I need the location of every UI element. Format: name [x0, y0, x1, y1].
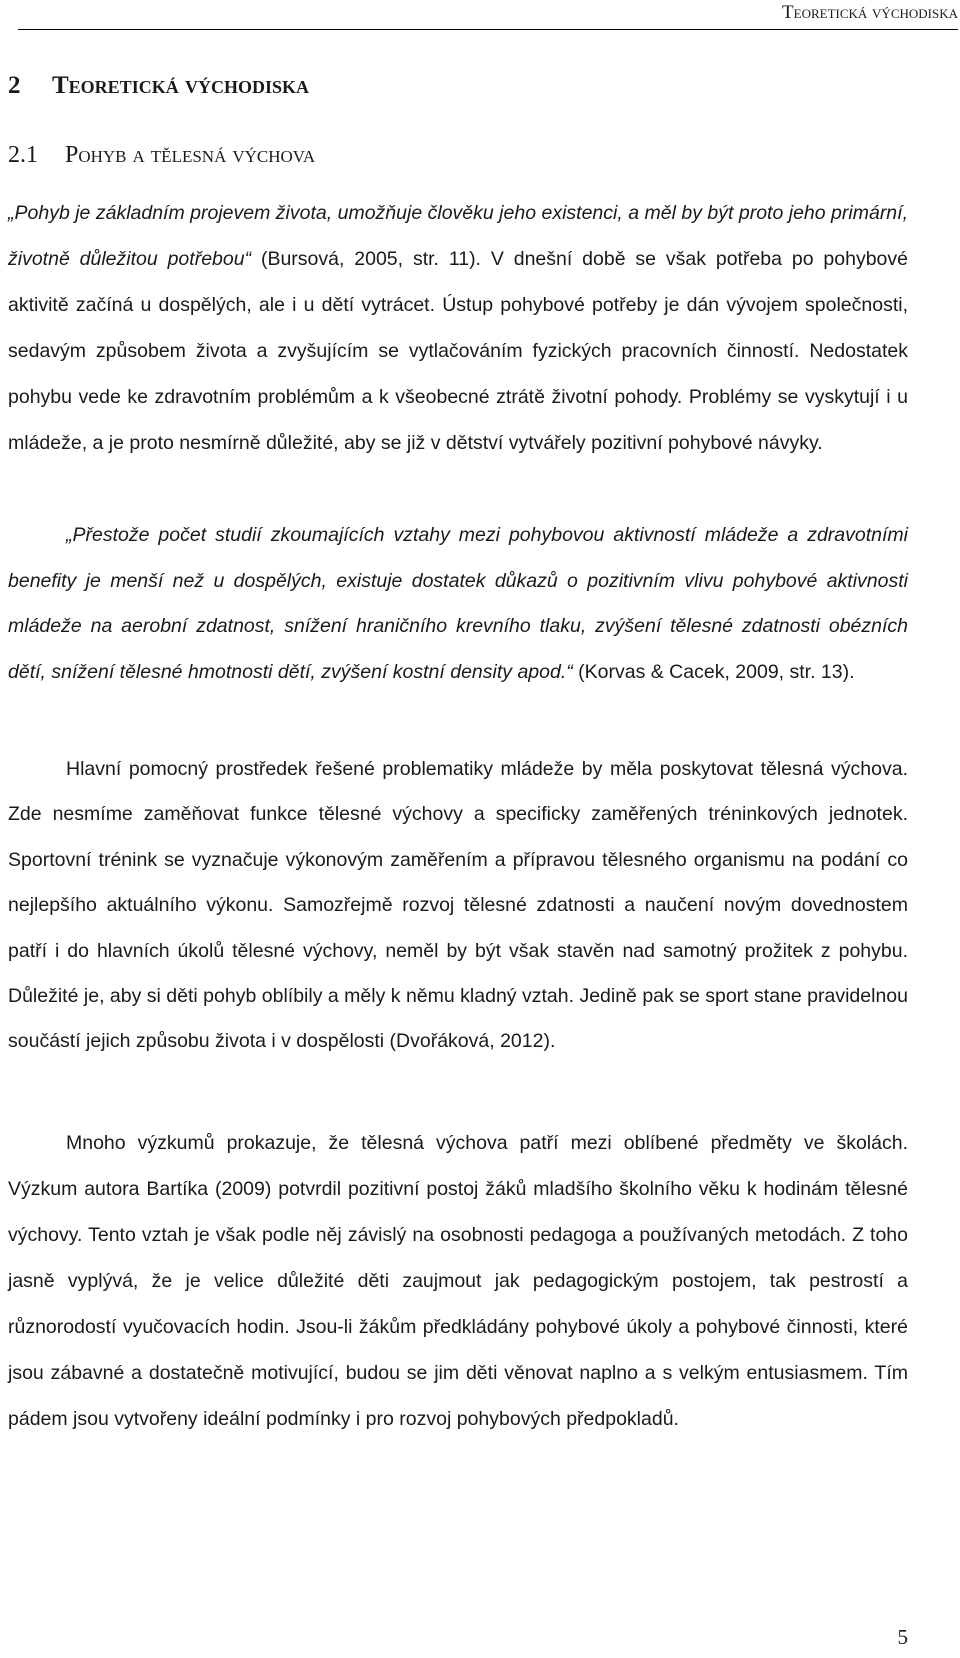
section-heading — [8, 140, 315, 170]
paragraph-2 — [8, 513, 908, 695]
section-title: Pohyb a tělesná výchova — [65, 142, 316, 168]
chapter-heading — [8, 70, 309, 102]
chapter-number: 2 — [8, 72, 21, 99]
running-header — [18, 0, 958, 30]
paragraph-1 — [8, 190, 908, 466]
section-number: 2.1 — [8, 142, 38, 168]
chapter-title: Teoretická východiska — [52, 72, 309, 99]
paragraph-1-text: V dnešní době se však potřeba po pohybové aktivitě začíná u dospělých, ale i u dětí vytrácet. Ústup pohybové potřeby je dán vývojem společnosti, sedavým způsobem života a zvyšujícím se vytlačováním fyzických pracovních činností. Nedostatek pohybu vede ke zdravotním problémům a k všeobecné ztrátě životní pohody. Problémy se vyskytují i u mládeže, a je proto nesmírně důležité, aby se již v dětství vytvářely pozitivní pohybové návyky. — [8, 248, 908, 454]
paragraph-1-citation: (Bursová, 2005, str. 11). — [251, 248, 481, 270]
paragraph-1-quote: „Pohyb je základním projevem života, umožňuje člověku jeho existenci, a měl by být proto jeho primární, životně důležitou potřebou“ — [8, 202, 908, 270]
paragraph-4: Mnoho výzkumů prokazuje, že tělesná výchova patří mezi oblíbené předměty ve školách. Výzkum autora Bartíka (2009) potvrdil pozitivní postoj žáků mladšího školního věku k hodinám tělesné výchovy. Tento vztah je však podle něj závislý na osobnosti pedagoga a používaných metodách. Z toho jasně vyplývá, že je velice důležité děti zaujmout jak pedagogickým postojem, tak pestrostí a různorodostí vyučovacích hodin. Jsou-li žákům předkládány pohybové úkoly a pohybové činnosti, které jsou zábavné a dostatečně motivující, budou se jim děti věnovat naplno a s velkým entusiasmem. Tím pádem jsou vytvořeny ideální podmínky i pro rozvoj pohybových předpokladů. — [8, 1132, 908, 1430]
paragraph-3: Hlavní pomocný prostředek řešené problematiky mládeže by měla poskytovat tělesná výchova. Zde nesmíme zaměňovat funkce tělesné výchovy a specificky zaměřených tréninkových jednotek. Sportovní trénink se vyznačuje výkonovým zaměřením a přípravou tělesného organismu na podání co nejlepšího aktuálního výkonu. Samozřejmě rozvoj tělesné zdatnosti a naučení novým dovednostem patří i do hlavních úkolů tělesné výchovy, neměl by být však stavěn nad samotný prožitek z pohybu. Důležité je, aby si děti pohyb oblíbily a měly k němu kladný vztah. Jedině pak se sport stane pravidelnou součástí jejich způsobu života i v dospělosti (Dvořáková, 2012). — [8, 758, 908, 1053]
paragraph-2-quote: „Přestože počet studií zkoumajících vztahy mezi pohybovou aktivností mládeže a zdravotními benefity je menší než u dospělých, existuje dostatek důkazů o pozitivním vlivu pohybové aktivnosti mládeže na aerobní zdatnost, snížení hraničního krevního tlaku, zvýšení tělesné zdatnosti obézních dětí, snížení tělesné hmotnosti dětí, zvýšení kostní density apod.“ — [8, 524, 908, 683]
paragraph-2-citation: (Korvas & Cacek, 2009, str. 13). — [572, 660, 855, 683]
page-number: 5 — [897, 1625, 908, 1649]
running-header-text: Teoretická východiska — [782, 2, 958, 23]
